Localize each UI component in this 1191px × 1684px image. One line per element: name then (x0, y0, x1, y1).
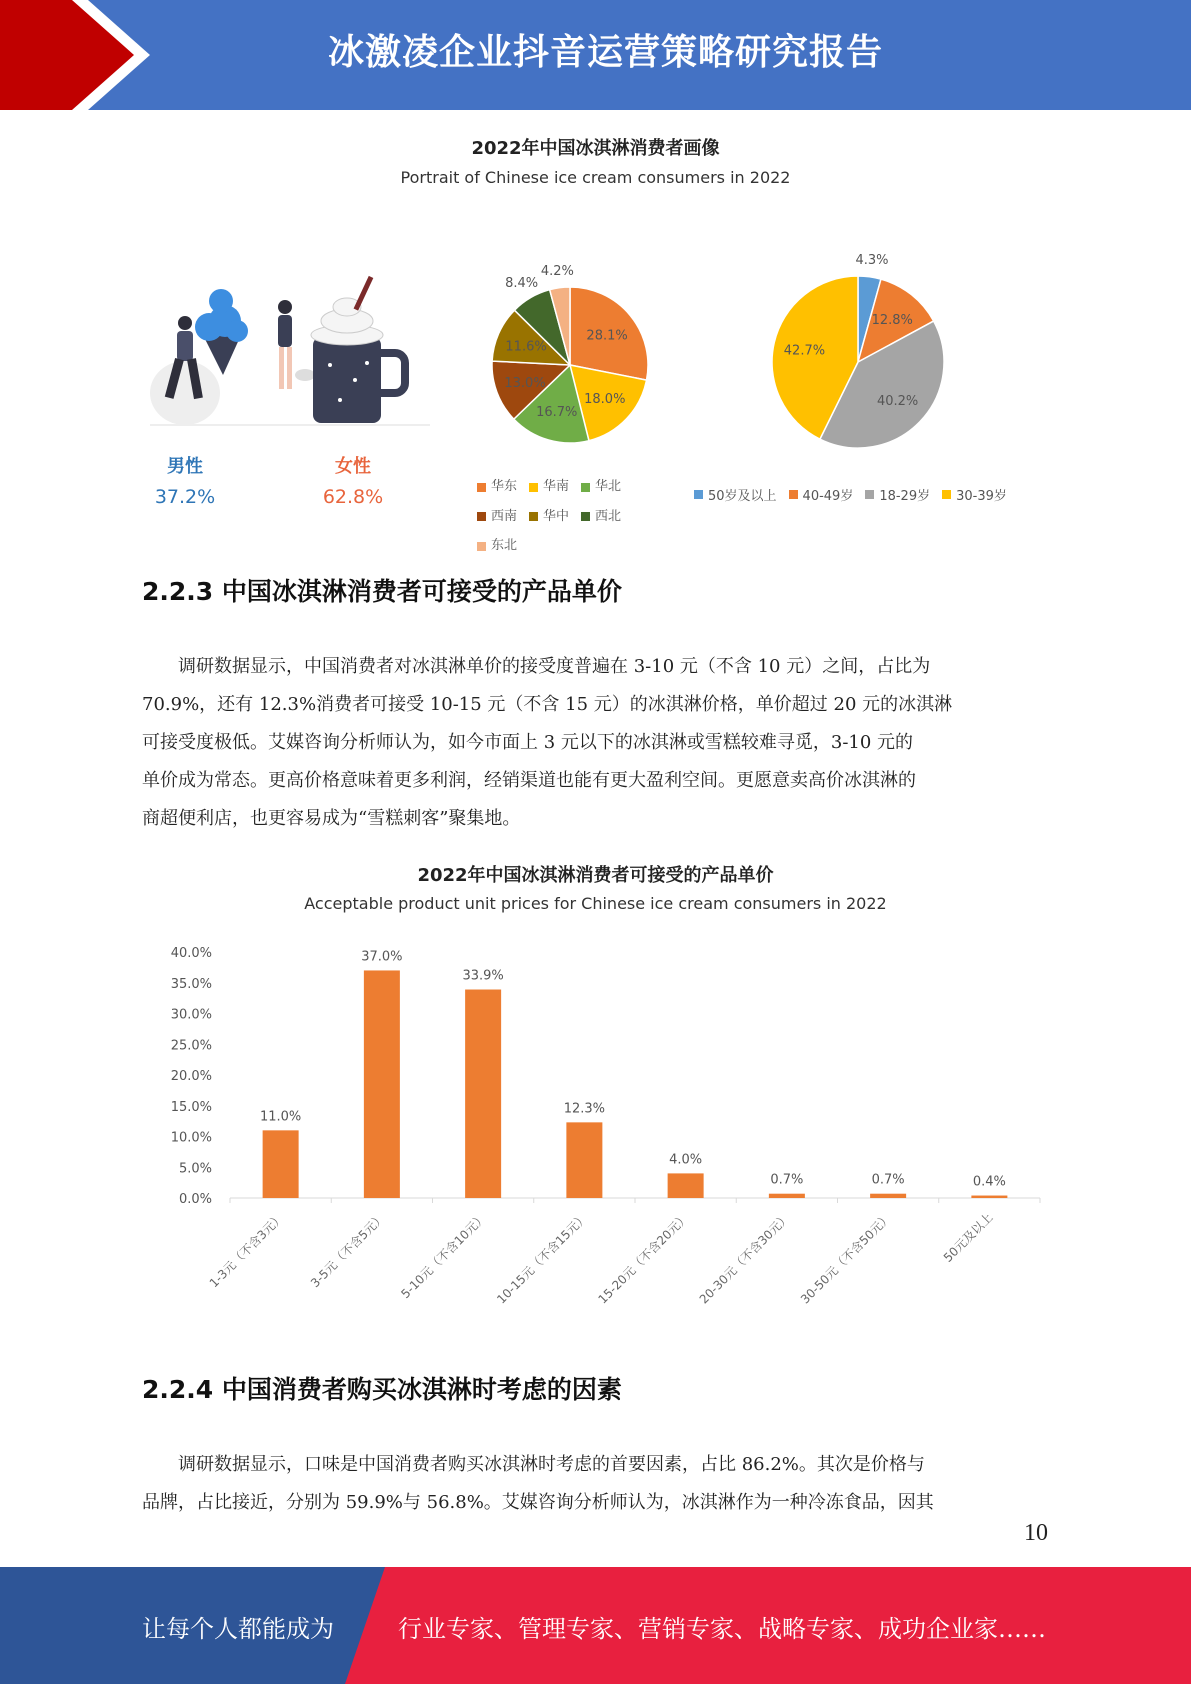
female-percentage: 62.8% (322, 486, 384, 508)
report-header (0, 0, 1191, 110)
pie-data-label: 16.7% (536, 405, 578, 421)
legend-swatch (477, 483, 486, 492)
price-bar-chart (160, 930, 1060, 1320)
y-tick-label: 25.0% (170, 1038, 212, 1054)
male-label: 男性 (167, 456, 203, 477)
legend-label: 40-49岁 (802, 489, 854, 504)
price-chart-subtitle: Acceptable product unit prices for Chinese ice cream consumers in 2022 (304, 894, 887, 913)
bar-data-label: 33.9% (462, 968, 504, 984)
pie-data-label: 4.3% (855, 252, 889, 268)
legend-swatch (477, 512, 486, 521)
pie-data-label: 12.8% (871, 312, 913, 328)
footer-slogan-right: 行业专家、管理专家、营销专家、战略专家、成功企业家…… (398, 1615, 1046, 1643)
legend-item (477, 532, 517, 560)
section-paragraph-unit-price (142, 648, 1047, 838)
pie-data-label: 42.7% (783, 343, 826, 359)
x-category-label: 20-30元（不含30元） (696, 1210, 793, 1307)
y-tick-label: 10.0% (170, 1130, 212, 1146)
legend-label: 50岁及以上 (708, 489, 777, 504)
female-stat (308, 452, 398, 508)
paragraph-line: 可接受度极低。艾媒咨询分析师认为，如今市面上 3 元以下的冰淇淋或雪糕较难寻觅，3-10 元的 (142, 732, 914, 753)
x-category-label: 15-20元（不含20元） (595, 1210, 692, 1307)
paragraph-line: 调研数据显示，口味是中国消费者购买冰淇淋时考虑的首要因素，占比 86.2%。其次是价格与 (142, 1454, 925, 1475)
region-pie-chart (470, 260, 670, 460)
pie-data-label: 13.0% (504, 375, 546, 391)
y-tick-label: 20.0% (170, 1069, 212, 1084)
legend-item (942, 485, 1007, 504)
legend-item (529, 473, 569, 501)
bar-data-label: 0.4% (972, 1174, 1006, 1190)
pie-data-label: 4.2% (540, 263, 574, 279)
price-chart-title: 2022年中国冰淇淋消费者可接受的产品单价 (417, 865, 774, 886)
paragraph-line: 70.9%，还有 12.3%消费者可接受 10-15 元（不含 15 元）的冰淇淋价格，单价超过 20 元的冰淇淋 (142, 694, 953, 715)
x-category-label: 3-5元（不含5元） (307, 1210, 388, 1291)
paragraph-line: 商超便利店，也更容易成为“雪糕刺客”聚集地。 (142, 808, 521, 829)
legend-label: 东北 (491, 538, 518, 553)
legend-item (529, 503, 569, 531)
legend-swatch (789, 490, 798, 499)
region-legend (477, 473, 677, 562)
pie-data-label: 18.0% (584, 392, 626, 408)
price-bar (668, 1173, 704, 1198)
bar-data-label: 4.0% (669, 1152, 703, 1168)
section-paragraph-purchase-factors (142, 1446, 1047, 1522)
paragraph-line: 单价成为常态。更高价格意味着更多利润，经销渠道也能有更大盈利空间。更愿意卖高价冰淇淋的 (142, 770, 916, 791)
legend-swatch (694, 490, 703, 499)
legend-label: 30-39岁 (956, 489, 1007, 504)
legend-label: 西北 (595, 508, 622, 524)
legend-label: 华北 (595, 479, 622, 494)
legend-swatch (581, 512, 590, 521)
x-category-label: 1-3元（不含3元） (206, 1210, 287, 1291)
footer-slogan-left: 让每个人都能成为 (142, 1615, 334, 1643)
bar-data-label: 0.7% (770, 1172, 804, 1188)
female-label: 女性 (335, 456, 371, 477)
pie-data-label: 11.6% (505, 339, 547, 355)
bar-data-label: 12.3% (563, 1101, 606, 1117)
age-legend (694, 485, 1054, 504)
section-heading-unit-price: 2.2.3 中国冰淇淋消费者可接受的产品单价 (142, 577, 622, 606)
legend-label: 西南 (491, 508, 518, 524)
x-category-label: 5-10元（不含10元） (398, 1210, 490, 1302)
legend-swatch (529, 483, 538, 492)
legend-item (477, 503, 517, 531)
page-number: 10 (1024, 1520, 1048, 1546)
price-bar (566, 1122, 602, 1198)
legend-swatch (581, 483, 590, 492)
legend-label: 华南 (543, 479, 570, 494)
legend-swatch (529, 512, 538, 521)
pie-data-label: 28.1% (586, 328, 628, 344)
male-stat (140, 452, 230, 508)
legend-item (477, 473, 517, 501)
male-percentage: 37.2% (154, 486, 216, 508)
legend-item (694, 485, 777, 504)
y-tick-label: 40.0% (170, 946, 212, 961)
legend-item (581, 503, 621, 531)
age-pie-chart (755, 252, 965, 465)
y-tick-label: 30.0% (170, 1007, 212, 1023)
legend-item (789, 485, 854, 504)
pie-data-label: 40.2% (876, 394, 919, 410)
report-footer (0, 1567, 1191, 1684)
price-bar (364, 970, 400, 1198)
section-heading-purchase-factors: 2.2.4 中国消费者购买冰淇淋时考虑的因素 (142, 1375, 622, 1404)
price-bar (769, 1194, 805, 1198)
y-tick-label: 35.0% (170, 976, 212, 992)
price-bar (465, 990, 501, 1198)
legend-item (581, 473, 621, 501)
ice-cream-people-illustration (145, 275, 435, 435)
legend-swatch (477, 542, 486, 551)
paragraph-line: 调研数据显示，中国消费者对冰淇淋单价的接受度普遍在 3-10 元（不含 10 元）之间，占比为 (142, 656, 931, 677)
portrait-chart-subtitle: Portrait of Chinese ice cream consumers in 2022 (400, 168, 791, 187)
bar-data-label: 0.7% (871, 1172, 905, 1188)
x-category-label: 10-15元（不含15元） (494, 1210, 591, 1307)
price-bar (263, 1130, 299, 1198)
x-category-label: 30-50元（不含50元） (797, 1210, 895, 1307)
legend-label: 18-29岁 (879, 489, 931, 504)
legend-label: 华中 (543, 508, 570, 524)
price-bar (870, 1194, 906, 1198)
y-tick-label: 15.0% (170, 1099, 212, 1115)
pie-data-label: 8.4% (505, 276, 539, 292)
legend-item (865, 485, 930, 504)
legend-label: 华东 (491, 479, 518, 494)
bar-data-label: 37.0% (361, 949, 403, 965)
bar-data-label: 11.0% (259, 1109, 302, 1125)
y-tick-label: 0.0% (178, 1192, 212, 1207)
y-tick-label: 5.0% (178, 1161, 212, 1177)
legend-swatch (942, 490, 951, 499)
x-category-label: 50元及以上 (940, 1210, 996, 1265)
price-bar (971, 1196, 1007, 1198)
report-title: 冰激凌企业抖音运营策略研究报告 (327, 32, 883, 73)
legend-swatch (865, 490, 874, 499)
paragraph-line: 品牌，占比接近，分别为 59.9%与 56.8%。艾媒咨询分析师认为，冰淇淋作为一种冷冻食品，因其 (142, 1492, 934, 1513)
portrait-chart-title: 2022年中国冰淇淋消费者画像 (471, 138, 720, 159)
